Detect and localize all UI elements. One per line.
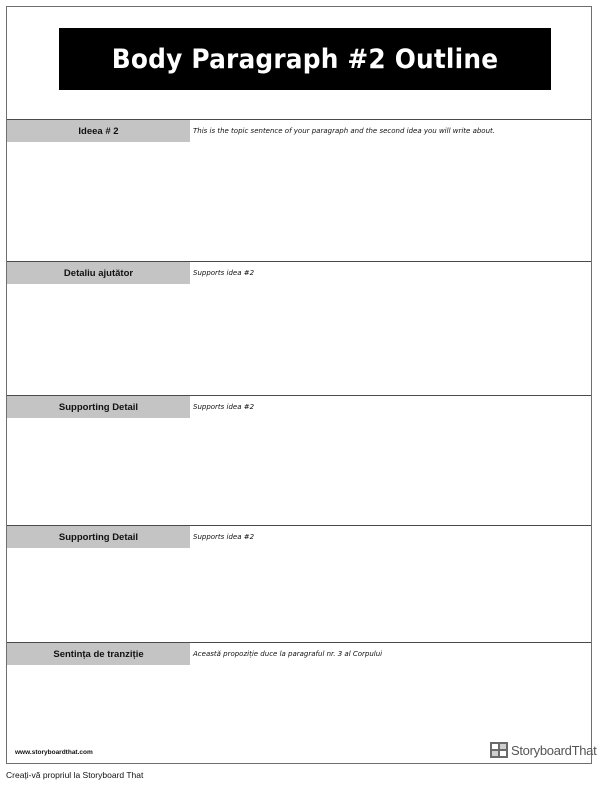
row-prompt-text: Această propoziție duce la paragraful nr. 3 al Corpului (193, 650, 383, 658)
row-label: Supporting Detail (7, 396, 190, 418)
create-your-own-link[interactable]: Creați-vă propriul la Storyboard That (6, 770, 144, 780)
outline-row-detail-3 (7, 525, 591, 642)
logo-text: StoryboardThat (511, 742, 597, 758)
row-prompt-text: This is the topic sentence of your paragraph and the second idea you will write about. (193, 127, 495, 135)
title-banner (59, 28, 551, 90)
outline-row-detail-2 (7, 395, 591, 525)
row-prompt-text: Supports idea #2 (193, 403, 255, 411)
storyboard-icon (490, 742, 508, 758)
outline-row-detail-1 (7, 261, 591, 395)
page-title: Body Paragraph #2 Outline (111, 43, 499, 75)
footer-url[interactable]: www.storyboardthat.com (15, 749, 93, 756)
worksheet (6, 6, 597, 764)
storyboardthat-logo[interactable] (490, 741, 596, 759)
row-label: Supporting Detail (7, 526, 190, 548)
row-prompt-text: Supports idea #2 (193, 533, 255, 541)
row-label: Detaliu ajutător (7, 262, 190, 284)
row-prompt-text: Supports idea #2 (193, 269, 255, 277)
outline-row-idea (7, 119, 591, 261)
row-label: Sentința de tranziție (7, 643, 190, 665)
row-label: Ideea # 2 (7, 120, 190, 142)
